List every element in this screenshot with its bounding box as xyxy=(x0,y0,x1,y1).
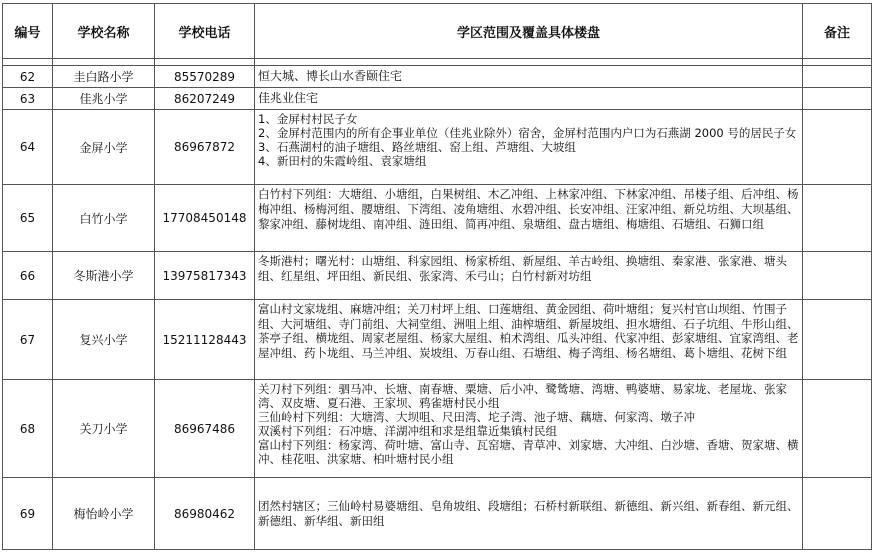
header-row xyxy=(3,4,872,59)
row-district-scope xyxy=(255,66,803,88)
row-no: 63 xyxy=(3,88,53,110)
district-line: 4、新田村的朱霞岭组、袁家塘组 xyxy=(258,154,427,168)
table-row xyxy=(3,300,872,380)
row-school-name: 冬斯港小学 xyxy=(53,252,155,300)
district-line: 富山村下列组：杨家湾、荷叶塘、富山寺、瓦窑塘、青草冲、刘家塘、大冲组、白沙塘、香塘、贺家塘、横冲、桂花咀、洪家塘、柏叶塘村民小组 xyxy=(258,438,799,466)
row-note xyxy=(803,66,872,88)
table-row xyxy=(3,252,872,300)
row-no: 64 xyxy=(3,110,53,185)
table-row xyxy=(3,185,872,252)
district-line: 白竹村下列组：大塘组、小塘组，白果树组、木乙冲组、上林家冲组、下林家冲组、吊楼子组、后冲组、杨梅冲组、杨梅河组、腰塘组、下湾组、凌角塘组、水碧冲组、长安冲组、汪家冲组、新兑坊组、大坝基组、黎家冲组、藤树垅组、南冲组、涟田组、简再冲组、泉塘组、盘古塘组、梅塘组、石塘组、石狮口组 xyxy=(258,187,799,231)
table-row xyxy=(3,88,872,110)
header-district-scope: 学区范围及覆盖具体楼盘 xyxy=(255,4,803,59)
row-district-scope xyxy=(255,478,803,550)
row-no: 62 xyxy=(3,66,53,88)
header-no: 编号 xyxy=(3,4,53,59)
row-note xyxy=(803,478,872,550)
district-line: 3、石燕湖村的油子塘组、路丝塘组、窑上组、芦塘组、大坡组 xyxy=(258,140,576,154)
row-note xyxy=(803,185,872,252)
header-note: 备注 xyxy=(803,4,872,59)
row-phone: 86207249 xyxy=(155,88,255,110)
district-line: 1、金屏村村民子女 xyxy=(258,112,358,126)
header-school-phone: 学校电话 xyxy=(155,4,255,59)
row-note xyxy=(803,252,872,300)
row-phone: 86967872 xyxy=(155,110,255,185)
row-phone: 13975817343 xyxy=(155,252,255,300)
row-school-name: 关刀小学 xyxy=(53,380,155,478)
district-line: 关刀村下列组：驷马冲、长塘、南春塘、粟塘、后小冲、鹭鸶塘、湾塘、鸭婆塘、易家垅、老屋垅、张家湾、双皮塘、夏石港、王家坝、鸦雀塘村民小组 xyxy=(258,382,787,410)
row-school-name: 白竹小学 xyxy=(53,185,155,252)
row-note xyxy=(803,110,872,185)
row-school-name: 佳兆小学 xyxy=(53,88,155,110)
table-row xyxy=(3,478,872,550)
row-no: 66 xyxy=(3,252,53,300)
row-phone: 17708450148 xyxy=(155,185,255,252)
row-district-scope xyxy=(255,185,803,252)
row-school-name: 复兴小学 xyxy=(53,300,155,380)
row-school-name: 圭白路小学 xyxy=(53,66,155,88)
row-phone: 86967486 xyxy=(155,380,255,478)
row-school-name: 金屏小学 xyxy=(53,110,155,185)
row-district-scope xyxy=(255,300,803,380)
spacer-row xyxy=(3,59,872,66)
row-no: 68 xyxy=(3,380,53,478)
header-school-name: 学校名称 xyxy=(53,4,155,59)
row-district-scope xyxy=(255,88,803,110)
table-row xyxy=(3,110,872,185)
district-line: 2、金屏村范围内的所有企事业单位（佳兆业除外）宿舍，金屏村范围内户口为石燕湖 2000 号的居民子女 xyxy=(258,126,797,140)
table-row xyxy=(3,380,872,478)
row-no: 67 xyxy=(3,300,53,380)
district-line: 团然村辖区；三仙岭村易婆塘组、皂角坡组、段塘组；石桥村新联组、新德组、新兴组、新春组、新元组、新德组、新华组、新田组 xyxy=(258,498,799,528)
row-district-scope xyxy=(255,380,803,478)
row-phone: 86980462 xyxy=(155,478,255,550)
school-district-table xyxy=(2,3,872,550)
district-line: 双溪村下列组：石冲塘、洋湖冲组和求是组靠近集镇村民组 xyxy=(258,424,557,438)
row-no: 65 xyxy=(3,185,53,252)
row-district-scope xyxy=(255,110,803,185)
row-note xyxy=(803,88,872,110)
district-line: 富山村文家垅组、麻塘冲组；关刀村坪上组、口莲塘组、黄金园组、荷叶塘组；复兴村官山坝组、竹围子组、大河塘组、寺门前组、大祠堂组、洲咀上组、油榨塘组、新屋坡组、担水塘组、石子坑组、牛形山组、茶亭子组、横垅组、周家老屋组、杨家大屋组、柏术湾组、瓜头冲组、代家冲组、彭家塘组、宜家湾组、老屋冲组、药卜垅组、马兰冲组、炭坡组、万春山组、石塘组、梅子湾组、杨名塘组、葛卜塘组、花树下组 xyxy=(258,302,799,360)
district-line: 恒大城、博长山水香颐住宅 xyxy=(258,69,403,83)
district-line: 三仙岭村下列组：大塘湾、大坝咀、尺田湾、坨子湾、池子塘、藕塘、何家湾、墩子冲 xyxy=(258,410,695,424)
row-school-name: 梅怡岭小学 xyxy=(53,478,155,550)
row-district-scope xyxy=(255,252,803,300)
district-line: 佳兆业住宅 xyxy=(258,91,319,105)
row-note xyxy=(803,300,872,380)
table-row xyxy=(3,66,872,88)
school-district-table-wrapper xyxy=(2,3,872,550)
row-no: 69 xyxy=(3,478,53,550)
district-line: 冬斯港村；曙光村：山塘组、科家园组、杨家桥组、新屋组、羊古岭组、换塘组、秦家港、张家港、塘头组、红星组、坪田组、新民组、张家湾、禾弓山；白竹村新对坊组 xyxy=(258,254,787,283)
row-phone: 15211128443 xyxy=(155,300,255,380)
row-phone: 85570289 xyxy=(155,66,255,88)
row-note xyxy=(803,380,872,478)
